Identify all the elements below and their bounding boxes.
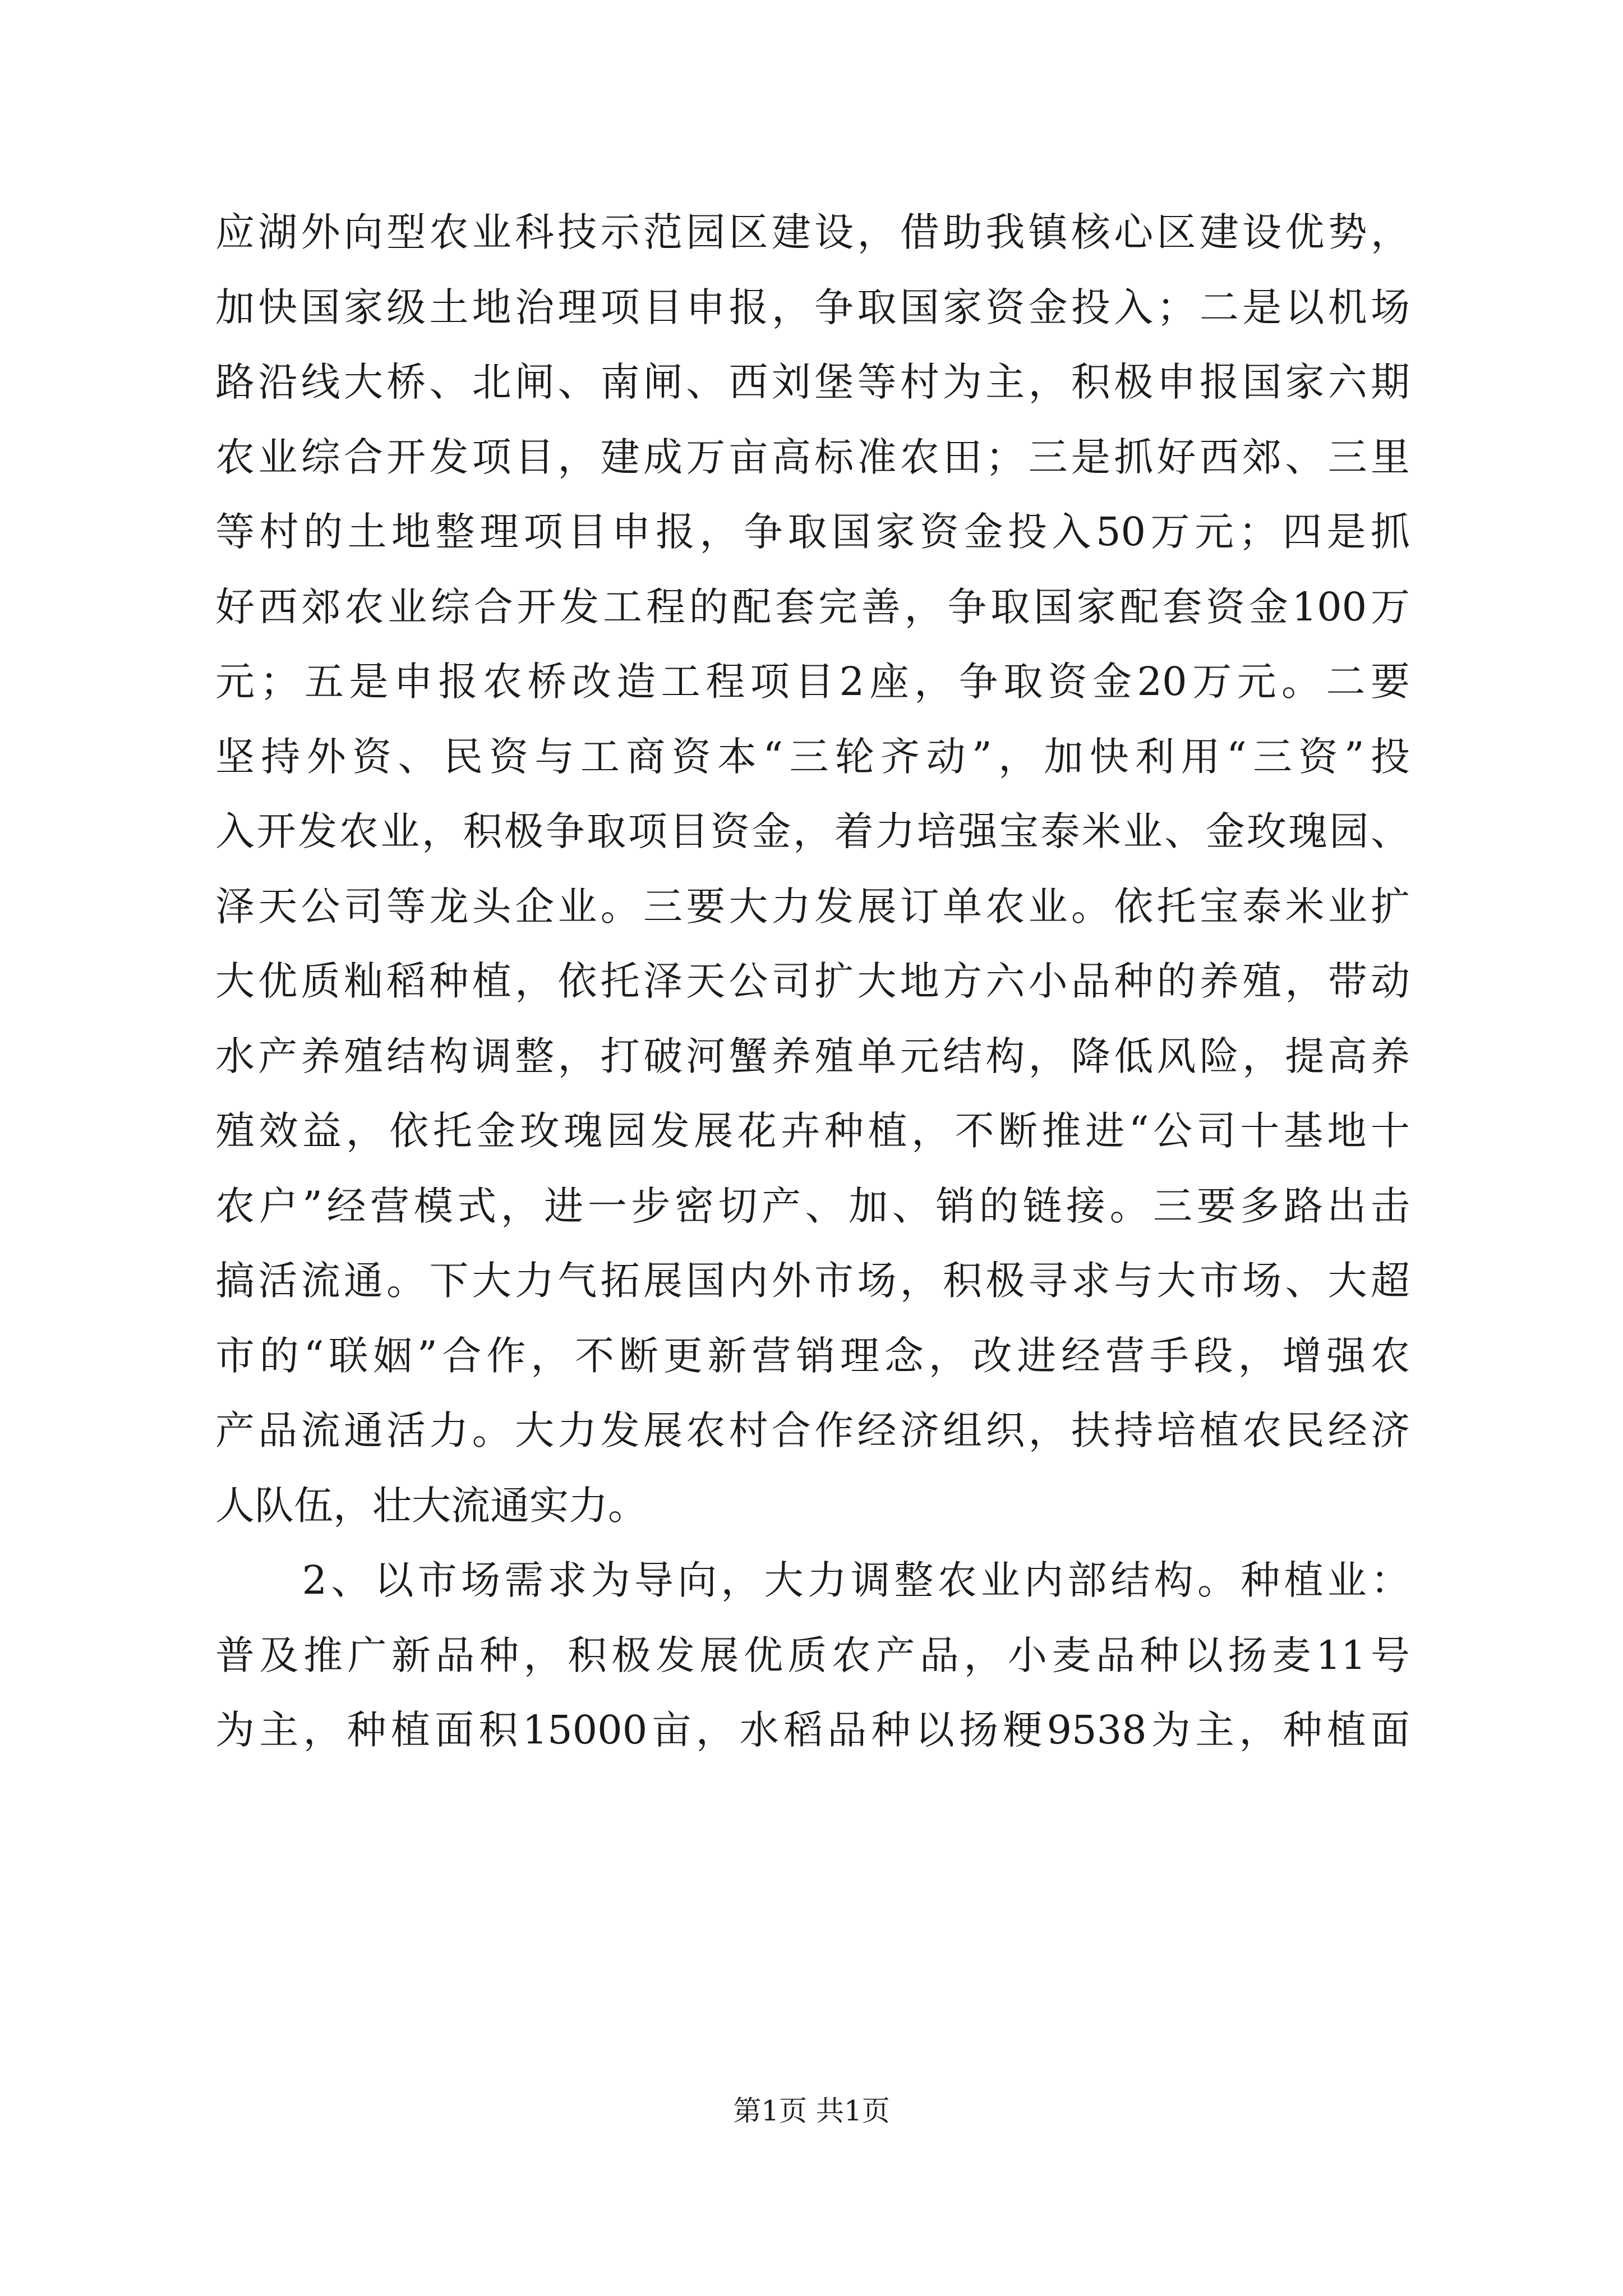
text-line: 人队伍，壮大流通实力。 xyxy=(215,1482,647,1529)
text-line: 为主，种植面积15000亩，水稻品种以扬粳9538为主，种植面 xyxy=(215,1707,1410,1753)
text-line: 普及推广新品种，积极发展优质农产品，小麦品种以扬麦11号 xyxy=(215,1632,1410,1678)
document-body xyxy=(215,195,1410,1768)
text-line: 好西郊农业综合开发工程的配套完善，争取国家配套资金100万 xyxy=(215,583,1410,630)
text-line: 市的“联姻”合作，不断更新营销理念，改进经营手段，增强农 xyxy=(215,1332,1410,1379)
text-line: 殖效益，依托金玫瑰园发展花卉种植，不断推进“公司十基地十 xyxy=(215,1108,1410,1154)
text-line: 农户”经营模式，进一步密切产、加、销的链接。三要多路出击 xyxy=(215,1182,1410,1229)
text-line: 加快国家级土地治理项目申报，争取国家资金投入；二是以机场 xyxy=(215,284,1410,330)
text-line: 元；五是申报农桥改造工程项目2座，争取资金20万元。二要 xyxy=(215,659,1410,705)
page-footer: 第1页 共1页 xyxy=(733,2095,890,2127)
text-line: 坚持外资、民资与工商资本“三轮齐动”，加快利用“三资”投 xyxy=(215,733,1410,780)
text-line: 农业综合开发项目，建成万亩高标准农田；三是抓好西郊、三里 xyxy=(215,434,1410,480)
text-line: 大优质籼稻种植，依托泽天公司扩大地方六小品种的养殖，带动 xyxy=(215,958,1410,1004)
text-line: 等村的土地整理项目申报，争取国家资金投入50万元；四是抓 xyxy=(215,509,1410,555)
text-line: 产品流通活力。大力发展农村合作经济组织，扶持培植农民经济 xyxy=(215,1407,1410,1453)
text-line: 2、以市场需求为导向，大力调整农业内部结构。种植业： xyxy=(215,1557,1410,1603)
text-line: 路沿线大桥、北闸、南闸、西刘堡等村为主，积极申报国家六期 xyxy=(215,359,1410,405)
text-line: 搞活流通。下大力气拓展国内外市场，积极寻求与大市场、大超 xyxy=(215,1258,1410,1304)
text-line: 泽天公司等龙头企业。三要大力发展订单农业。依托宝泰米业扩 xyxy=(215,883,1410,930)
text-line: 应湖外向型农业科技示范园区建设，借助我镇核心区建设优势， xyxy=(215,209,1410,255)
text-line: 水产养殖结构调整，打破河蟹养殖单元结构，降低风险，提高养 xyxy=(215,1033,1410,1079)
text-line: 入开发农业，积极争取项目资金，着力培强宝泰米业、金玫瑰园、 xyxy=(215,808,1410,854)
